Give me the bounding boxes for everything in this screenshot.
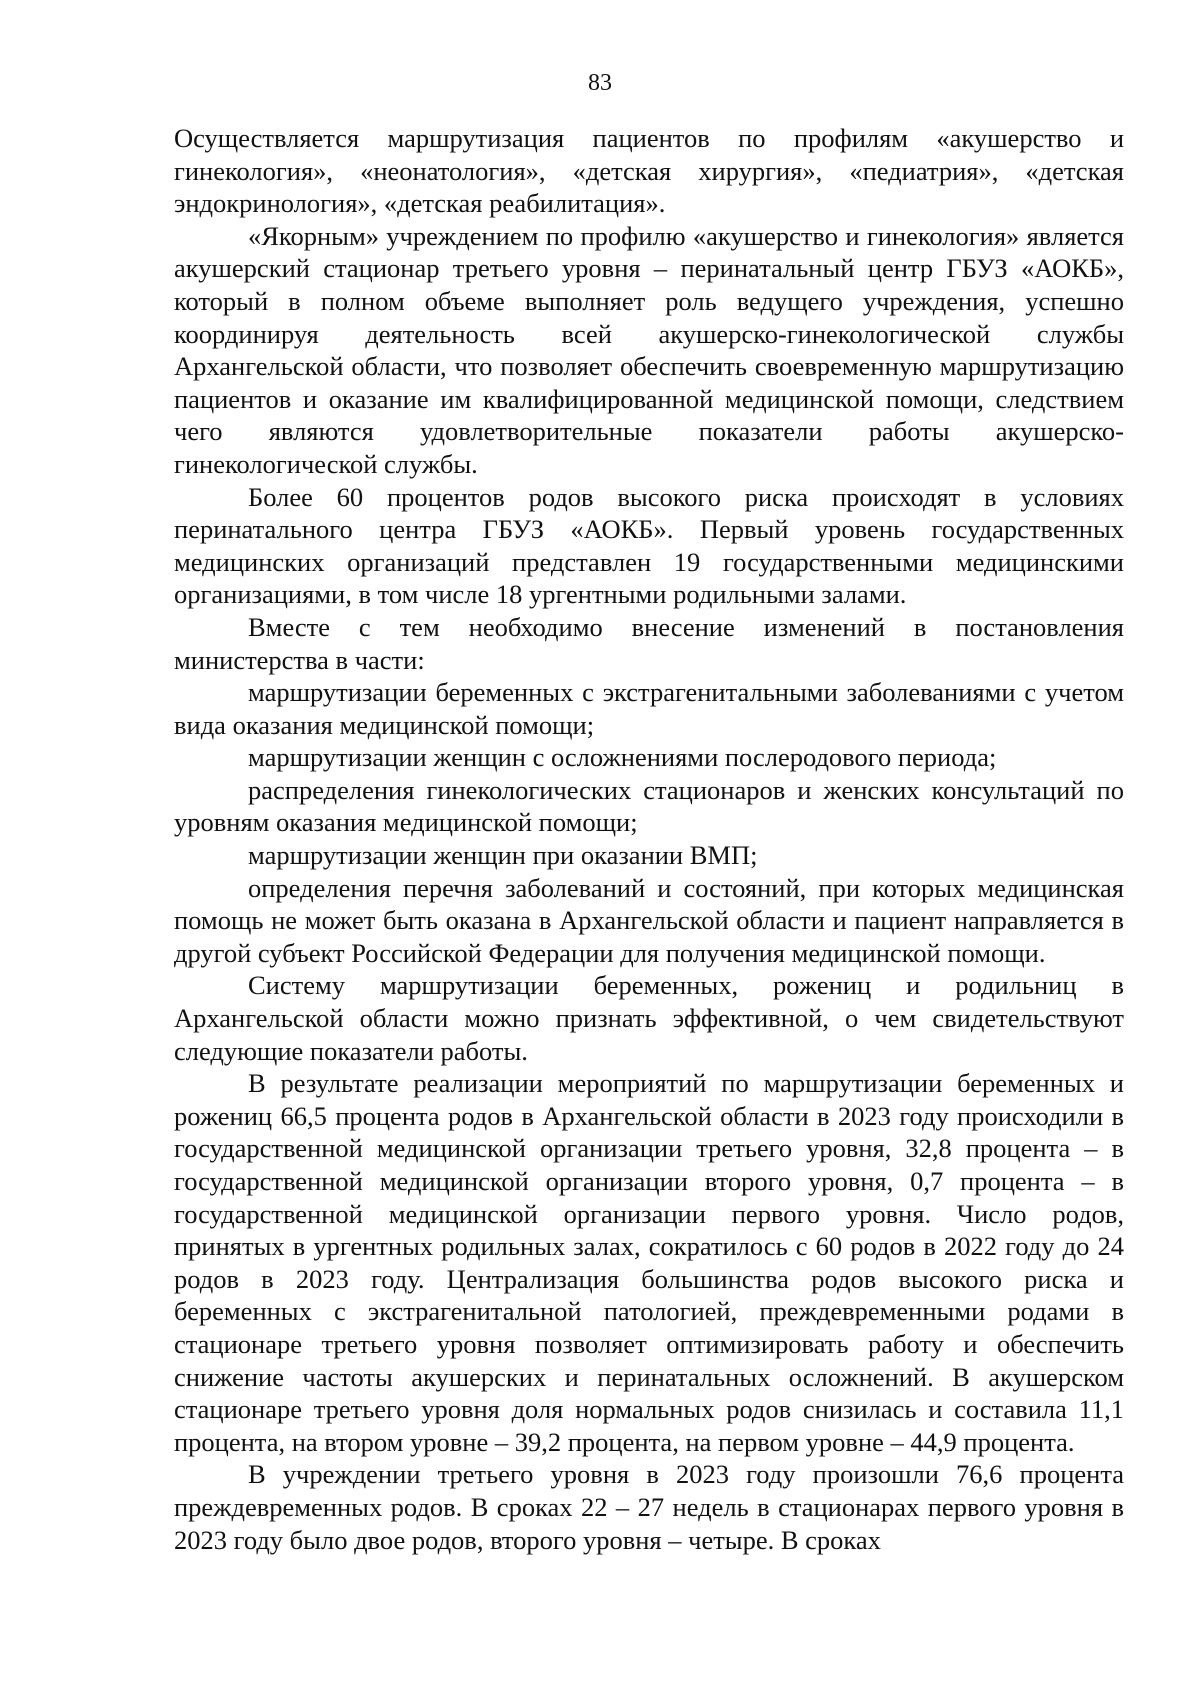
page-number: 83 <box>588 70 612 96</box>
paragraph-required-changes: Вместе с тем необходимо внесение изменений в постановления министерства в части: <box>174 611 1124 675</box>
paragraph-high-risk-births: Более 60 процентов родов высокого риска происходят в условиях перинатального центра ГБУЗ «АОКБ». Первый уровень государственных медицинских организаций представлен 19 государственными медицинскими организациями, в том числе 18 ургентными родильными залами. <box>174 481 1124 610</box>
paragraph-preterm-births: В учреждении третьего уровня в 2023 году произошли 76,6 процента преждевременных родов. В сроках 22 – 27 недель в стационарах первого уровня в 2023 году было двое родов, второго уровня – четыре. В сроках <box>174 1459 1124 1555</box>
paragraph-anchor-institution: «Якорным» учреждением по профилю «акушерство и гинекология» является акушерский стационар третьего уровня – перинатальный центр ГБУЗ «АОКБ», который в полном объеме выполняет роль ведущего учреждения, успешно координируя деятельность всей акушерско-гинекологической службы Архангельской области, что позволяет обеспечить своевременную маршрутизацию пациентов и оказание им квалифицированной медицинской помощи, следствием чего являются удовлетворительные показатели работы акушерско-гинекологической службы. <box>174 220 1124 479</box>
list-item-postpartum-routing: маршрутизации женщин с осложнениями послеродового периода; <box>248 742 997 773</box>
list-item-gynecology-distribution: распределения гинекологических стационаров и женских консультаций по уровням оказания медицинской помощи; <box>174 774 1124 838</box>
list-item-vmp-routing: маршрутизации женщин при оказании ВМП; <box>248 840 758 871</box>
document-body <box>174 122 1124 1556</box>
paragraph-routing-profiles: Осуществляется маршрутизация пациентов по профилям «акушерство и гинекология», «неонатология», «детская хирургия», «педиатрия», «детская эндокринология», «детская реабилитация». <box>174 123 1124 219</box>
paragraph-2023-results: В результате реализации мероприятий по маршрутизации беременных и рожениц 66,5 процента родов в Архангельской области в 2023 году происходили в государственной медицинской организации третьего уровня, 32,8 процента – в государственной медицинской организации второго уровня, 0,7 процента – в государственной медицинской организации первого уровня. Число родов, принятых в ургентных родильных залах, сократилось с 60 родов в 2022 году до 24 родов в 2023 году. Централизация большинства родов высокого риска и беременных с экстрагенитальной патологией, преждевременными родами в стационаре третьего уровня позволяет оптимизировать работу и обеспечить снижение частоты акушерских и перинатальных осложнений. В акушерском стационаре третьего уровня доля нормальных родов снизилась и составила 11,1 процента, на втором уровне – 39,2 процента, на первом уровне – 44,9 процента. <box>174 1068 1124 1457</box>
paragraph-system-effectiveness: Систему маршрутизации беременных, рожениц и родильниц в Архангельской области можно признать эффективной, о чем свидетельствуют следующие показатели работы. <box>174 970 1124 1066</box>
list-item-out-of-region-conditions: определения перечня заболеваний и состояний, при которых медицинская помощь не может быть оказана в Архангельской области и пациент направляется в другой субъект Российской Федерации для получения медицинской помощи. <box>174 872 1124 968</box>
list-item-extragenital-routing: маршрутизации беременных с экстрагенитальными заболеваниями с учетом вида оказания медицинской помощи; <box>174 677 1124 740</box>
